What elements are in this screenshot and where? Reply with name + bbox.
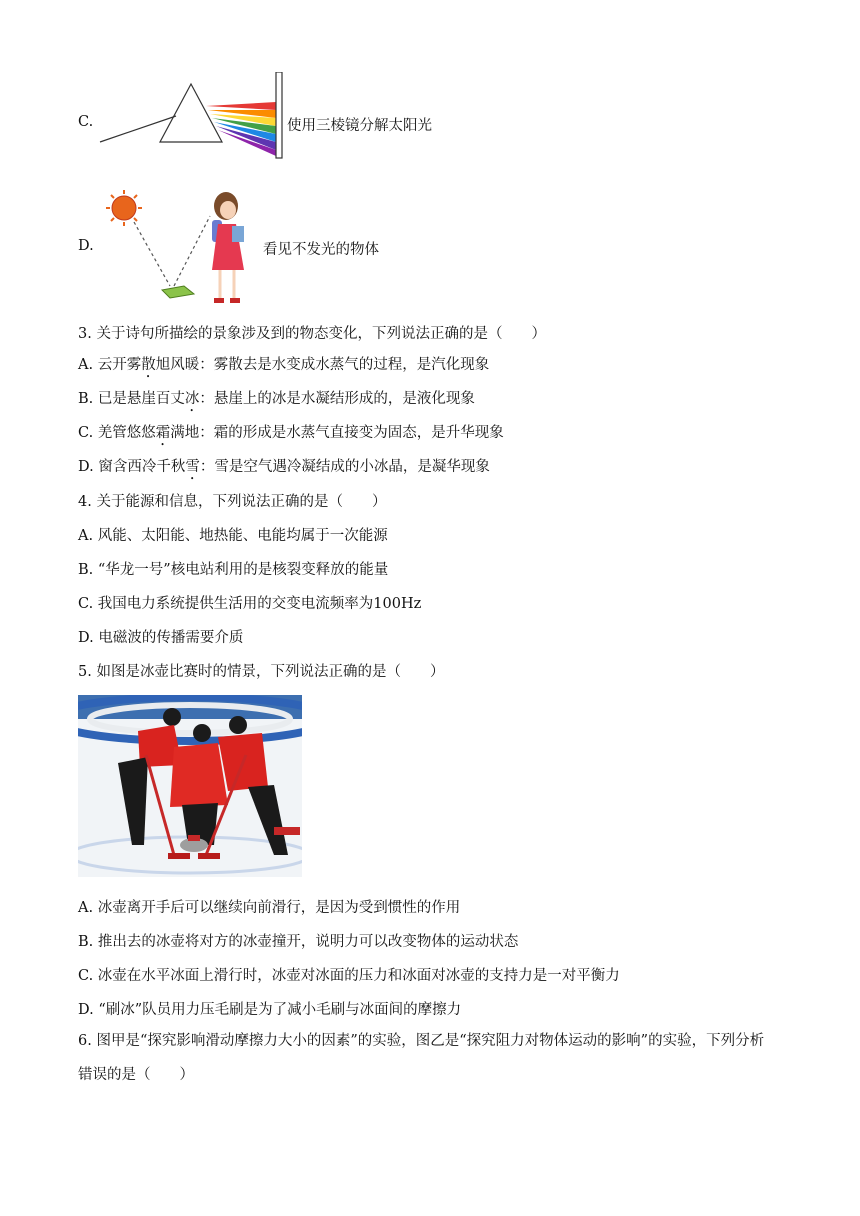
q3-option-b: B. 已是悬崖百丈冰：悬崖上的冰是水凝结形成的，是液化现象 <box>78 391 475 407</box>
prism-caption: 使用三棱镜分解太阳光 <box>287 118 432 134</box>
q5-stem: 5. 如图是冰壶比赛时的情景，下列说法正确的是（ ） <box>78 664 445 680</box>
q4-option-b: B. “华龙一号”核电站利用的是核裂变释放的能量 <box>78 562 389 578</box>
reflection-figure <box>104 186 260 314</box>
option-c-label: C. <box>78 114 94 130</box>
q4-option-a: A. 风能、太阳能、地热能、电能均属于一次能源 <box>78 528 388 544</box>
q6-stem: 6. 图甲是“探究影响滑动摩擦力大小的因素”的实验，图乙是“探究阻力对物体运动的影响”的实验，下列分析错误的是（ ） <box>78 1033 765 1083</box>
prism-dispersion-illustration <box>98 72 288 162</box>
q4-option-c: C. 我国电力系统提供生活用的交变电流频率为100Hz <box>78 596 422 612</box>
q5-option-a: A. 冰壶离开手后可以继续向前滑行，是因为受到惯性的作用 <box>78 900 461 916</box>
q5-option-b: B. 推出去的冰壶将对方的冰壶撞开，说明力可以改变物体的运动状态 <box>78 934 519 950</box>
q3-stem: 3. 关于诗句所描绘的景象涉及到的物态变化，下列说法正确的是（ ） <box>78 326 546 342</box>
q4-stem: 4. 关于能源和信息，下列说法正确的是（ ） <box>78 494 387 510</box>
prism-figure <box>98 72 288 166</box>
q3-option-c: C. 羌管悠悠霜满地：霜的形成是水蒸气直接变为固态，是升华现象 <box>78 425 504 441</box>
sun-book-girl-illustration <box>104 186 260 310</box>
sun-icon <box>106 190 142 226</box>
curling-photo <box>78 695 302 877</box>
q3-option-d: D. 窗含西冷千秋雪：雪是空气遇冷凝结成的小冰晶，是凝华现象 <box>78 459 490 475</box>
q5-option-d: D. “刷冰”队员用力压毛刷是为了减小毛刷与冰面间的摩擦力 <box>78 1002 462 1018</box>
q5-option-c: C. 冰壶在水平冰面上滑行时，冰壶对冰面的压力和冰面对冰壶的支持力是一对平衡力 <box>78 968 620 984</box>
q4-option-d: D. 电磁波的传播需要介质 <box>78 630 244 646</box>
curling-players-image <box>78 695 302 877</box>
reflection-caption: 看见不发光的物体 <box>263 242 379 258</box>
girl-figure <box>212 192 244 303</box>
option-d-label: D. <box>78 238 94 254</box>
q3-option-a: A. 云开雾散旭风暖：雾散去是水变成水蒸气的过程，是汽化现象 <box>78 357 490 373</box>
